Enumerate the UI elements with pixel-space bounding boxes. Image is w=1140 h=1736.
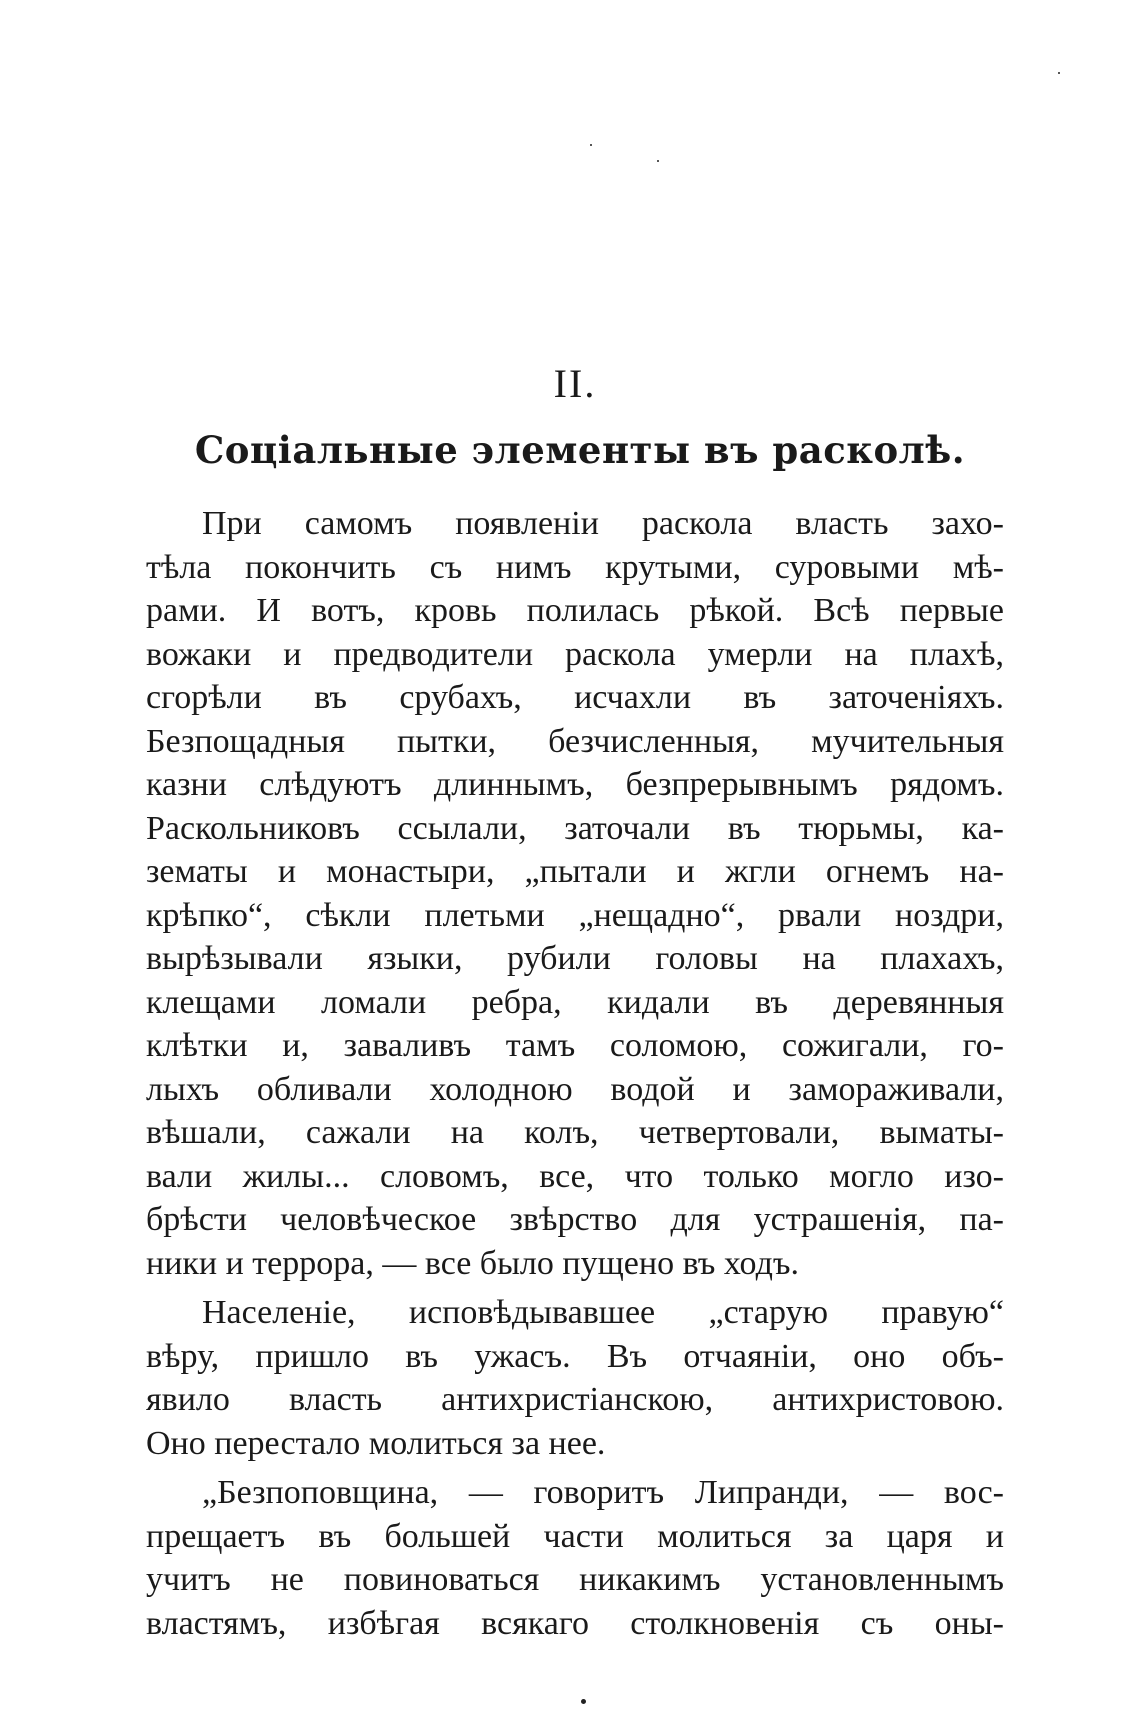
text-line: крѣпко“, сѣкли плетьми „нещадно“, рвали ноздри, (146, 896, 1004, 934)
text-line: прещаетъ въ большей части молиться за царя и (146, 1517, 1004, 1555)
text-line: вырѣзывали языки, рубили головы на плахахъ, (146, 940, 1004, 977)
text-line: сгорѣли въ срубахъ, исчахли въ заточеніяхъ. (146, 679, 1004, 716)
text-line: явило власть антихристіанскою, антихристовою. (146, 1381, 1004, 1418)
text-line: Раскольниковъ ссылали, заточали въ тюрьмы, ка- (146, 809, 1004, 847)
text-line: Оно перестало молиться за нее. (146, 1424, 606, 1462)
text-line: клещами ломали ребра, кидали въ деревянныя (146, 983, 1004, 1021)
print-speck (1058, 72, 1060, 74)
text-line: клѣтки и, заваливъ тамъ соломою, сожигали, го- (146, 1027, 1004, 1064)
text-line: зематы и монастыри, „пытали и жгли огнемъ на- (146, 853, 1004, 890)
text-line: властямъ, избѣгая всякаго столкновенія съ оны- (146, 1604, 1004, 1642)
text-line: вѣру, пришло въ ужасъ. Въ отчаяніи, оно объ- (146, 1337, 1004, 1375)
text-line: „Безпоповщина, — говоритъ Липранди, — вос- (202, 1474, 1004, 1511)
text-line: ники и террора, — все было пущено въ ходъ. (146, 1244, 799, 1282)
print-speck (590, 144, 592, 146)
body-text (146, 502, 1004, 1645)
text-line: Населеніе, исповѣдывавшее „старую правую“ (202, 1294, 1004, 1331)
chapter-number: II. (553, 361, 597, 406)
text-line: рами. И вотъ, кровь полилась рѣкой. Всѣ первые (146, 592, 1004, 629)
print-speck (657, 160, 659, 162)
text-line: Безпощадныя пытки, безчисленныя, мучительныя (146, 722, 1004, 760)
chapter-title: Соціальные элементы въ расколѣ. (194, 428, 966, 472)
print-speck (581, 1699, 586, 1704)
text-line: казни слѣдуютъ длиннымъ, безпрерывнымъ рядомъ. (146, 766, 1004, 803)
text-line: вожаки и предводители раскола умерли на плахѣ, (146, 635, 1004, 673)
text-line: При самомъ появленіи раскола власть захо- (202, 505, 1004, 542)
text-line: вѣшали, сажали на колъ, четвертовали, вымaты- (146, 1114, 1004, 1151)
text-line: лыхъ обливали холодною водой и замораживали, (146, 1070, 1004, 1108)
text-line: учитъ не повиноваться никакимъ установленнымъ (146, 1561, 1004, 1598)
text-line: брѣсти человѣческое звѣрство для устрашенія, па- (146, 1201, 1004, 1238)
text-line: вали жилы... словомъ, все, что только могло изо- (146, 1157, 1004, 1195)
text-line: тѣла покончить съ нимъ крутыми, суровыми мѣ- (146, 548, 1004, 586)
